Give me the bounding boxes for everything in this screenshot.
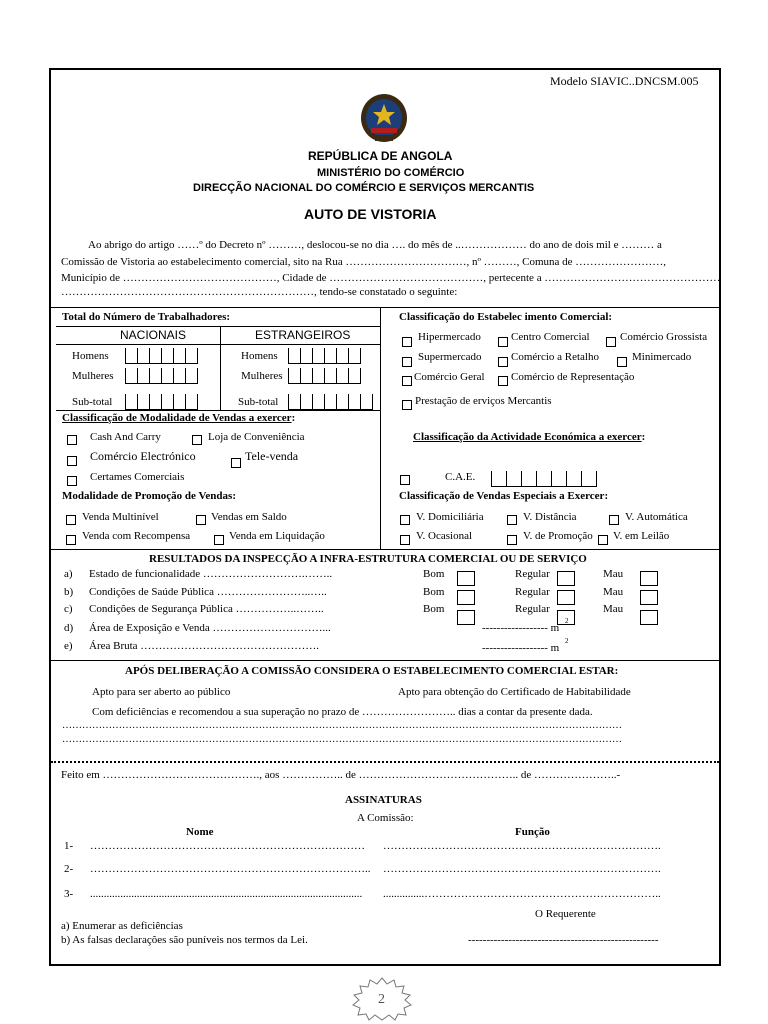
promotion-title: Modalidade de Promoção de Vendas: — [62, 490, 236, 502]
option-label: Comércio de Representação — [511, 371, 635, 383]
seguranca-bom-box[interactable] — [457, 610, 475, 625]
comercio-retalho-checkbox[interactable] — [498, 357, 508, 367]
mau-label: Mau — [603, 568, 624, 580]
nacionais-label: NACIONAIS — [120, 328, 187, 342]
bom-label: Bom — [423, 568, 445, 580]
option-label: V. Ocasional — [416, 530, 473, 542]
signature-nome-line[interactable]: ………………………………………………………………….. — [90, 863, 371, 875]
venda-em-liquidacao-checkbox[interactable] — [214, 535, 224, 545]
divider — [56, 326, 380, 327]
signature-funcao-line[interactable]: ...............……………………………………………………….. — [383, 888, 661, 900]
bom-label: Bom — [423, 586, 445, 598]
comercio-electronico-checkbox[interactable] — [67, 456, 77, 466]
requerente-label: O Requerente — [535, 908, 596, 920]
estrangeiros-subtotal-field[interactable] — [288, 394, 373, 410]
divider — [51, 660, 719, 661]
v-leilao-checkbox[interactable] — [598, 535, 608, 545]
row-label: Área Bruta …………………………………………. — [89, 640, 320, 652]
venda-com-recompensa-checkbox[interactable] — [66, 535, 76, 545]
option-label: Loja de Conveniência — [208, 431, 305, 443]
page-title: AUTO DE VISTORIA — [304, 206, 437, 222]
estrangeiros-homens-field[interactable] — [288, 348, 361, 364]
nacionais-homens-field[interactable] — [125, 348, 198, 364]
dotted-divider — [51, 761, 719, 763]
signature-funcao-line[interactable]: …………………………………………………………………. — [383, 863, 661, 875]
unit-exponent: 2 — [565, 617, 569, 625]
servicos-mercantis-checkbox[interactable] — [402, 400, 412, 410]
sales-modality-title: Classificação de Modalidade de Vendas a exercer: — [62, 412, 296, 424]
nacionais-subtotal-field[interactable] — [125, 394, 198, 410]
saude-bom-box[interactable] — [457, 590, 475, 605]
cash-and-carry-checkbox[interactable] — [67, 435, 77, 445]
funcionalidade-mau-box[interactable] — [640, 571, 658, 586]
intro-line-4: ……………………………………………………………, tendo-se constatado o seguinte: — [61, 286, 458, 298]
estrangeiros-label: ESTRANGEIROS — [255, 328, 351, 342]
row-label: Condições de Segurança Pública ……………..…….. — [89, 603, 324, 615]
hipermercado-checkbox[interactable] — [402, 337, 412, 347]
signatures-title: ASSINATURAS — [345, 794, 422, 806]
regular-label: Regular — [515, 586, 550, 598]
mulheres-label: Mulheres — [72, 370, 114, 382]
v-promocao-checkbox[interactable] — [507, 535, 517, 545]
mau-label: Mau — [603, 586, 624, 598]
establishment-title: Classificação do Estabelec imento Comercial: — [399, 311, 613, 323]
regular-label: Regular — [515, 568, 550, 580]
option-label: Vendas em Saldo — [211, 511, 287, 523]
funcao-header: Função — [515, 826, 550, 838]
v-domiciliaria-checkbox[interactable] — [400, 515, 410, 525]
republic-heading: REPÚBLICA DE ANGOLA — [308, 149, 453, 163]
venda-multinivel-checkbox[interactable] — [66, 515, 76, 525]
v-ocasional-checkbox[interactable] — [400, 535, 410, 545]
homens-label: Homens — [72, 350, 109, 362]
option-label: Comércio a Retalho — [511, 351, 599, 363]
area-bruta-value: ------------------ m — [482, 642, 560, 654]
centro-comercial-checkbox[interactable] — [498, 337, 508, 347]
note: b) As falsas declarações são puníveis nos termos da Lei. — [61, 934, 308, 946]
subtotal-label: Sub-total — [238, 396, 279, 408]
signature-number: 1- — [64, 840, 74, 852]
row-label: Estado de funcionalidade ……………………….…….. — [89, 568, 333, 580]
vendas-em-saldo-checkbox[interactable] — [196, 515, 206, 525]
intro-line-2: Comissão de Vistoria ao estabelecimento comercial, sito na Rua ……………………………, nº ………, Comuna de ……………………, — [61, 256, 667, 268]
ministry-heading: MINISTÉRIO DO COMÉRCIO — [317, 167, 465, 179]
row-letter: c) — [64, 603, 73, 615]
nome-header: Nome — [186, 826, 214, 838]
feito-em-line[interactable]: Feito em ……………………………………., aos …………….. de …………………………………….. de …………………..- — [61, 769, 621, 781]
special-sales-title: Classificação de Vendas Especiais a Exercer: — [399, 490, 609, 502]
option-label: V. de Promoção — [523, 530, 593, 542]
funcionalidade-bom-box[interactable] — [457, 571, 475, 586]
saude-mau-box[interactable] — [640, 590, 658, 605]
signature-funcao-line[interactable]: …………………………………………………………………. — [383, 840, 661, 852]
subtotal-label: Sub-total — [72, 396, 113, 408]
option-label: V. Domiciliária — [416, 511, 484, 523]
seguranca-mau-box[interactable] — [640, 610, 658, 625]
note: a) Enumerar as deficiências — [61, 920, 183, 932]
requerente-signature-line[interactable]: ---------------------------------------------------- — [468, 934, 659, 946]
loja-conveniencia-checkbox[interactable] — [192, 435, 202, 445]
funcionalidade-regular-box[interactable] — [557, 571, 575, 586]
row-label: Área de Exposição e Venda …………………………... — [89, 622, 331, 634]
option-label: Hipermercado — [418, 331, 481, 343]
intro-line-1: Ao abrigo do artigo ……º do Decreto nº ………, deslocou-se no dia …. do mês de ..……………… do ano de dois mil e ……… a — [88, 239, 662, 251]
area-exposicao-value: ------------------ m — [482, 622, 560, 634]
comercio-grossista-checkbox[interactable] — [606, 337, 616, 347]
apto-certificado-option[interactable]: Apto para obtenção do Certificado de Habitabilidade — [398, 686, 631, 698]
option-label: Comércio Electrónico — [90, 449, 196, 463]
angola-emblem-icon — [358, 88, 410, 144]
option-label: V. Automática — [625, 511, 688, 523]
option-label: Supermercado — [418, 351, 482, 363]
page-number: 2 — [378, 992, 385, 1007]
deficiencias-notes-line[interactable]: …………………………………………………………………………………………………………………………………………………… — [62, 734, 622, 745]
option-label: Venda com Recompensa — [82, 530, 191, 542]
row-letter: a) — [64, 568, 73, 580]
mulheres-label: Mulheres — [241, 370, 283, 382]
v-automatica-checkbox[interactable] — [609, 515, 619, 525]
row-letter: e) — [64, 640, 73, 652]
tele-venda-checkbox[interactable] — [231, 458, 241, 468]
option-label: Prestação de erviços Mercantis — [415, 395, 552, 407]
signature-nome-line[interactable]: ………………………………………………………………… — [90, 840, 365, 852]
signature-nome-line[interactable]: ................................................................................................... — [90, 888, 363, 900]
row-letter: b) — [64, 586, 74, 598]
saude-regular-box[interactable] — [557, 590, 575, 605]
cae-checkbox[interactable] — [400, 475, 410, 485]
workers-title: Total do Número de Trabalhadores: — [62, 311, 231, 323]
mau-label: Mau — [603, 603, 624, 615]
divider — [56, 410, 380, 411]
divider — [56, 344, 380, 345]
comercio-geral-checkbox[interactable] — [402, 376, 412, 386]
option-label: Venda em Liquidação — [229, 530, 325, 542]
row-letter: d) — [64, 622, 74, 634]
option-label: Comércio Geral — [414, 371, 485, 383]
v-distancia-checkbox[interactable] — [507, 515, 517, 525]
comercio-representacao-checkbox[interactable] — [498, 376, 508, 386]
divider — [220, 326, 221, 410]
divider — [51, 549, 719, 550]
option-label: Certames Comerciais — [90, 471, 185, 483]
cae-label: C.A.E. — [445, 471, 476, 483]
cae-code-field[interactable] — [491, 471, 597, 487]
signature-number: 2- — [64, 863, 74, 875]
certames-comerciais-checkbox[interactable] — [67, 476, 77, 486]
divider — [51, 307, 719, 308]
option-label: Centro Comercial — [511, 331, 590, 343]
supermercado-checkbox[interactable] — [402, 357, 412, 367]
regular-label: Regular — [515, 603, 550, 615]
nacionais-mulheres-field[interactable] — [125, 368, 198, 384]
option-label: Venda Multinível — [82, 511, 159, 523]
option-label: Comércio Grossista — [620, 331, 708, 343]
commission-label: A Comissão: — [357, 812, 414, 824]
bom-label: Bom — [423, 603, 445, 615]
option-label: V. Distância — [523, 511, 577, 523]
model-code: Modelo SIAVIC..DNCSM.005 — [550, 74, 699, 88]
inspection-title: RESULTADOS DA INSPECÇÃO A INFRA-ESTRUTURA COMERCIAL OU DE SERVIÇO — [149, 553, 587, 565]
deliberation-title: APÓS DELIBERAÇÃO A COMISSÃO CONSIDERA O ESTABELECIMENTO COMERCIAL ESTAR: — [125, 665, 619, 677]
directorate-heading: DIRECÇÃO NACIONAL DO COMÉRCIO E SERVIÇOS MERCANTIS — [193, 182, 535, 194]
signature-number: 3- — [64, 888, 74, 900]
option-label: V. em Leilão — [613, 530, 670, 542]
row-label: Condições de Saúde Pública ……………………..….. — [89, 586, 327, 598]
divider — [380, 307, 381, 550]
apto-publico-option[interactable]: Apto para ser aberto ao público — [92, 686, 231, 698]
option-label: Tele-venda — [245, 449, 299, 463]
deficiencias-option[interactable]: Com deficiências e recomendou a sua superação no prazo de …………………….. dias a contar da presente dada. — [92, 706, 593, 718]
homens-label: Homens — [241, 350, 278, 362]
option-label: Minimercado — [632, 351, 692, 363]
unit-exponent: 2 — [565, 637, 569, 645]
intro-line-3: Município de ……………………………………, Cidade de ……………………………………, pertecente a ………………………………………… — [61, 272, 721, 284]
deficiencias-notes-line[interactable]: …………………………………………………………………………………………………………………………………………………… — [62, 720, 622, 731]
minimercado-checkbox[interactable] — [617, 357, 627, 367]
option-label: Cash And Carry — [90, 431, 161, 443]
economic-activity-title: Classificação da Actividade Económica a exercer: — [413, 431, 646, 443]
estrangeiros-mulheres-field[interactable] — [288, 368, 361, 384]
